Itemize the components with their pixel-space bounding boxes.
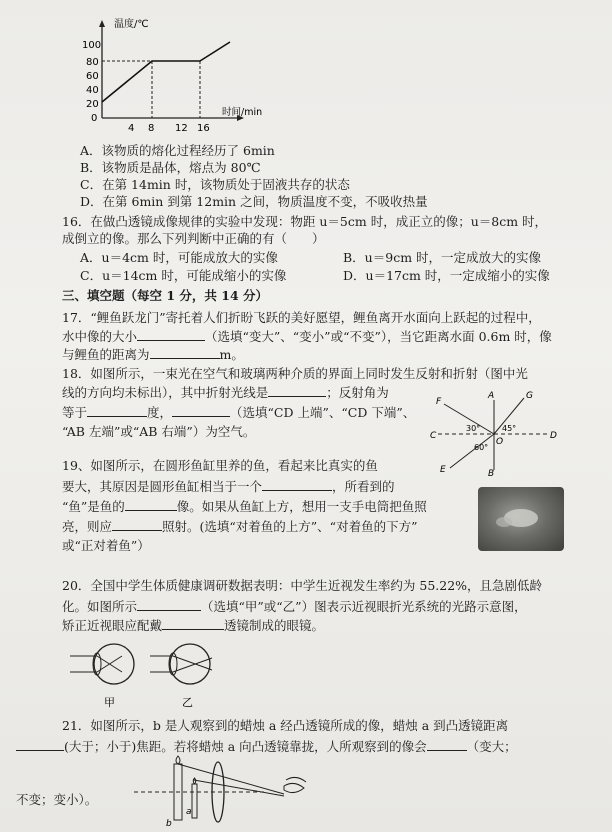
q18-text-b: ；反射角为	[326, 385, 389, 400]
angle-30: 30°	[466, 424, 481, 433]
q17-line3	[62, 346, 244, 362]
y-axis-label: 温度/℃	[114, 19, 149, 30]
q20-line2	[62, 598, 527, 614]
q17-blank-1[interactable]	[137, 328, 205, 341]
candle-a	[192, 784, 197, 818]
q20-text-a: 化。如图所示	[62, 599, 138, 614]
q19-line1: 19、如图所示，在圆形鱼缸里养的鱼，看起来比真实的鱼	[62, 458, 378, 473]
x-tick-16: 16	[197, 123, 210, 134]
candle-label-b: b	[166, 819, 172, 829]
q18-text-a: 线的方向均未标出），其中折射光线是	[62, 385, 269, 400]
q17-text-d: m。	[219, 347, 244, 362]
q21-line1: 21．如图所示，b 是人观察到的蜡烛 a 经凸透镜所成的像，蜡烛 a 到凸透镜距离	[62, 718, 509, 733]
q20-text-b: （选填“甲”或“乙”）图表示近视眼折光系统的光路示意图，	[201, 599, 527, 614]
q18-line4: “AB 左端”或“AB 右端”）为空气。	[62, 424, 256, 439]
eye-label-b: 乙	[182, 696, 193, 709]
q21-blank-1[interactable]	[16, 738, 64, 751]
q17-text-a: 水中像的大小	[62, 329, 138, 344]
q18-blank-2[interactable]	[87, 404, 147, 417]
q19-text-f: 照射。(选填“对着鱼的上方”、“对着鱼的下方”	[162, 519, 418, 534]
q21-line2	[16, 738, 517, 754]
q18-blank-1[interactable]	[268, 384, 326, 397]
q16-stem-line1: 16．在做凸透镜成像规律的实验中发现：物距 u＝5cm 时，成正立的像；u＝8cm 时，	[62, 214, 548, 229]
observer-eye-icon	[284, 783, 304, 792]
q19-text-e: 亮，则应	[62, 519, 113, 534]
label-a: A	[488, 391, 495, 401]
q15-option-b: B．该物质是晶体，熔点为 80℃	[80, 160, 261, 175]
ray-b3	[173, 656, 212, 670]
q15-option-a: A．该物质的熔化过程经历了 6min	[80, 143, 275, 158]
x-tick-12: 12	[175, 123, 188, 134]
q19-blank-3[interactable]	[112, 518, 162, 531]
label-g: G	[526, 391, 533, 401]
q16-option-a: A．u＝4cm 时，可能成放大的实像	[80, 250, 278, 265]
q21-line3: 不变；变小）。	[16, 792, 98, 807]
y-tick-100: 100	[82, 40, 102, 51]
x-axis-label: 时间/min	[222, 107, 263, 118]
q17-blank-2[interactable]	[150, 346, 220, 359]
q19-text-d: 像。如果从鱼缸上方，想用一支手电筒把鱼照	[176, 499, 427, 514]
y-tick-0: 0	[91, 113, 98, 124]
eye-label-a: 甲	[104, 696, 115, 709]
y-tick-80: 80	[86, 57, 99, 68]
q21-blank-2[interactable]	[427, 738, 467, 751]
q18-text-c: 等于	[62, 405, 88, 420]
q16-option-d: D．u＝17cm 时，一定成缩小的实像	[343, 268, 550, 283]
q20-blank-2[interactable]	[162, 617, 224, 630]
section-heading: 三、填空题（每空 1 分，共 14 分）	[62, 288, 269, 303]
label-e: E	[440, 465, 446, 475]
y-tick-20: 20	[86, 99, 99, 110]
q19-line4	[62, 518, 417, 534]
q20-line1: 20．全国中学生体质健康调研数据表明：中学生近视发生率约为 55.22%，且急剧低龄	[62, 578, 543, 593]
q18-text-e: （选填“CD 上端”、“CD 下端”、	[230, 405, 416, 420]
refraction-diagram	[430, 388, 560, 479]
q21-text-a: (大于；小于)焦距。若将蜡烛 a 向凸透镜靠拢，人所观察到的像会	[64, 739, 427, 754]
q17-text-b: （选填“变大”、“变小”或“不变”），当它距离水面 0.6m 时，像	[205, 329, 552, 344]
y-tick-60: 60	[86, 71, 99, 82]
q16-option-c: C．u＝14cm 时，可能成缩小的实像	[80, 268, 287, 283]
q19-text-c: “鱼”是鱼的	[62, 499, 125, 514]
eye-diagram-b	[150, 640, 230, 710]
eye-diagram-a	[70, 640, 150, 710]
q19-text-a: 要大，其原因是圆形鱼缸相当于一个	[62, 479, 263, 494]
q17-text-c: 与鲤鱼的距离为	[62, 347, 150, 362]
q17-line2	[62, 328, 552, 344]
q18-line3	[62, 404, 415, 420]
q19-line2	[62, 478, 395, 494]
q19-text-b: ，所看到的	[332, 479, 395, 494]
q21-text-b: （变大；	[466, 739, 517, 754]
q20-text-c: 矫正近视眼应配戴	[62, 618, 163, 633]
observer-brow	[286, 777, 306, 782]
temperature-time-graph	[80, 14, 263, 142]
eyeball-b	[170, 644, 210, 684]
q19-blank-1[interactable]	[262, 478, 332, 491]
q15-option-d: D．在第 6min 到第 12min 之间，物质温度不变，不吸收热量	[80, 194, 428, 209]
label-c: C	[430, 431, 437, 441]
q20-blank-1[interactable]	[137, 598, 201, 611]
candle-lens-diagram	[134, 756, 314, 828]
eyeball-a	[94, 644, 134, 684]
y-tick-40: 40	[86, 85, 99, 96]
ray-lower	[194, 780, 284, 796]
fish-tank-photo	[478, 487, 564, 551]
q19-line5: 或“正对着鱼”）	[62, 538, 150, 553]
q19-blank-2[interactable]	[125, 498, 177, 511]
q18-text-d: 度，	[147, 405, 173, 420]
flame-b	[176, 756, 180, 764]
q20-line3	[62, 617, 324, 633]
q17-line1: 17．“鲤鱼跃龙门”寄托着人们折盼飞跃的美好愿望，鲤鱼离开水面向上跃起的过程中，	[62, 310, 541, 325]
fish-shape-small	[496, 517, 512, 527]
q16-stem-line2: 成倒立的像。那么下列判断中正确的有（ ）	[62, 231, 325, 246]
candle-label-a: a	[186, 807, 192, 817]
q15-option-c: C．在第 14min 时，该物质处于固液共存的状态	[80, 177, 350, 192]
label-f: F	[436, 397, 442, 407]
q18-line1: 18．如图所示，一束光在空气和玻璃两种介质的界面上同时发生反射和折射（图中光	[62, 366, 528, 381]
x-tick-4: 4	[128, 123, 135, 134]
label-b: B	[488, 469, 495, 479]
q20-text-d: 透镜制成的眼镜。	[224, 618, 325, 633]
label-d: D	[550, 431, 557, 441]
q16-option-b: B．u＝9cm 时，一定成放大的实像	[343, 250, 542, 265]
temperature-curve	[102, 42, 230, 102]
flame-a	[193, 778, 196, 784]
y-axis-arrow	[99, 20, 105, 27]
ray-b4	[173, 658, 212, 672]
q18-line2	[62, 384, 389, 400]
x-tick-8: 8	[148, 123, 155, 134]
q19-line3	[62, 498, 427, 514]
label-o: O	[496, 437, 504, 447]
angle-45: 45°	[502, 424, 517, 433]
angle-60: 60°	[474, 443, 489, 452]
q18-blank-3[interactable]	[172, 404, 230, 417]
